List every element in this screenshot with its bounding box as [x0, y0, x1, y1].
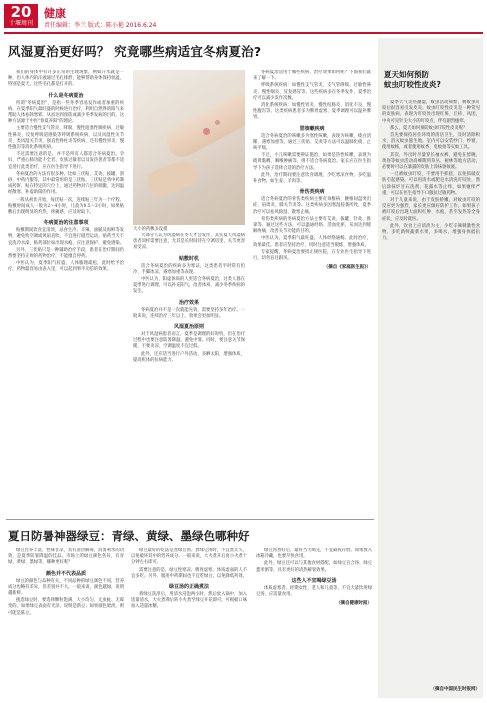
mosquito-bite-mark [203, 128, 210, 135]
paper-name: 十堰周刊 [8, 20, 33, 27]
paragraph: 冬病夏治适用于哪些疾病，治疗效果如何呢？下面我们就来了解一下。 [253, 70, 371, 82]
paragraph: 中医认为，夏季阳气最旺盛，人体经络通畅，此时治疗，效果最佳。患者应坚持治疗，同时注意适当锻炼，增强体质。 [253, 236, 371, 248]
article2-column-3 [256, 548, 372, 693]
article2-column-2 [131, 548, 247, 693]
sidebar-headline [384, 70, 479, 90]
subheading: 绿豆汤的正确煮法 [168, 584, 209, 591]
article1-column-3 [253, 70, 371, 515]
paragraph: 体质虚寒者、经期女性、老人和儿童等，不宜大量饮用绿豆汤，应适量食用。 [256, 585, 372, 598]
section-divider [6, 519, 374, 520]
paragraph: 主要适合慢性支气管炎、哮喘、慢性阻塞性肺疾病、过敏性鼻炎、反复呼吸道感染等呼吸系统疾病，以及风湿性关节炎、类风湿关节炎、强直性脊柱炎等疾病，还有慢性胃炎、慢性腹泻等消化系统疾病。 [8, 126, 124, 151]
source-byline: （摘自《家庭医生报》） [323, 265, 371, 271]
paragraph: 不过，小儿咳嗽需要辨证施治，如果是热性咳嗽，表现为痰黄黏稠、咽喉肿痛等，则不适合冬病夏治。家长应在医生指导下为孩子选择合适的治疗方法。 [253, 153, 371, 171]
paragraph: 需要注意的是，绿豆性寒凉，脾胃虚寒、体质虚弱的人不宜多吃。另外，服用中药期间也不宜吃绿豆，以免降低药效。 [131, 567, 247, 579]
paragraph: 绿豆最好的吃法是煮绿豆汤。煮绿豆汤时，不宜煮太久，以免破坏其中的营养成分。一般来说，大火煮开后再小火煮十分钟左右即可。 [131, 548, 247, 566]
paragraph: 绿豆汤煮好后，最好当天喝完，不宜隔夜存放。如果放入冰箱冷藏，也要尽快食用。 [256, 548, 372, 560]
paragraph: 此外，治疗期间要注意饮食调理，少吃寒凉食物，多吃温补食物，如生姜、羊肉等。 [253, 172, 371, 185]
article2-column-1 [8, 548, 124, 693]
paragraph: 大部分人认为风湿病在冬天才会发作，其实夏天风湿病患者同样需要注意，尤其是长时间待在空调房里，关节更容易受凉。 [133, 233, 245, 251]
subheading: 什么是冬病夏治 [48, 92, 84, 99]
paragraph: 对于儿童来说，由于皮肤娇嫩，对蚊虫叮咬的反应更为强烈，家长更应做好防护工作。如果孩子被叮咬后出现大面积红肿、水疱，甚至发热等全身症状，应及时就医。 [382, 198, 480, 222]
subheading: 骨伤类疾病 [299, 189, 325, 196]
hand-illustration [144, 158, 200, 198]
article1-column-1 [8, 70, 124, 515]
mosquito-bite-mark [215, 120, 220, 125]
subheading: 治疗效果 [178, 299, 199, 306]
editor-credits: 责任编辑：李兰 版式：陈小艳 2016.6.24 [44, 22, 157, 29]
paragraph: 贴敷期间饮食宜清淡，忌食生冷、辛辣、油腻及海鲜等发物，避免吹空调或风扇直吹，不宜进行剧烈运动。贴药当天不宜洗冷水澡，贴药部位如出现水疱，应注意保护，避免感染。 [8, 228, 124, 246]
paragraph: 冬病夏治的方法有很多种，比如三伏贴、艾灸、拔罐、刮痧、中药内服等，其中最常用的是三伏贴。三伏贴是将中药制成药饼，贴在特定的穴位上，通过药物对穴位的刺激，达到温经散寒、补虚助阳的作用。 [8, 171, 124, 196]
subheading: 冬病夏治的注意事项 [43, 220, 89, 227]
paragraph: 挑选绿豆时，要选择颗粒饱满、大小均匀、无虫蛀、无霉变的。如果绿豆表面有光泽，说明是新豆；如果颜色暗淡，则可能是陈豆。 [8, 598, 124, 616]
paragraph: 对于风湿病患者而言，夏季是调理的好时机，但在治疗过程中也要注意防暑降温，避免中暑。同时，要注意关节保暖，不要贪凉，空调温度不宜过低。 [133, 332, 245, 350]
paragraph: 夏季天气炎热潮湿，蚊虫活动频繁，被蚊虫叮咬后很容易引发皮炎。蚊虫叮咬性皮炎是一种常见的皮肤病，表现为叮咬处出现红斑、丘疹、风团，中央可见针尖大小的叮咬点，伴有剧烈瘙痒。 [382, 100, 480, 124]
page-number-badge [4, 4, 38, 28]
masthead [0, 0, 487, 34]
paragraph: 专家提醒，冬病夏治要找正规医院，在专业医生指导下进行，切勿盲目跟风。 [253, 249, 371, 262]
paragraph: 其次，外出时尽量穿长袖衣裤，避免在傍晚、黄昏等蚊虫活动高峰期到草丛、树林等地方活动。必要时可以在暴露的皮肤上涂抹驱蚊液。 [382, 152, 480, 171]
paragraph: 我们的身体中有许多正常的生理现象，例如汗水就是一种，但人体内的汗液通过毛孔排泄，能够帮助身体保持恒温，特别是夏天，这些毛孔都是打开的。 [8, 70, 124, 88]
paragraph: 不过需要注意的是，并不是所有人都适合冬病夏治。孕妇、严重心肺功能不全者、皮肤过敏者以及发热患者等都不适宜进行此类治疗，应在医生指导下进行。 [8, 152, 124, 170]
paragraph: 一旦被蚊虫叮咬，不要用手抓挠，以免抓破皮肤引起感染。可以用清水或肥皂水清洗叮咬处，然后涂抹炉甘石洗剂、花露水等止痒。如果瘙痒严重，可以在医生指导下口服抗过敏药物。 [382, 172, 480, 196]
paragraph: 骨伤类疾病的冬病夏治方法主要有艾灸、拔罐、针灸、推拿等。通过这些方法，可以温通经络、活血化瘀，从而达到缓解疼痛、改善关节功能的目的。 [253, 216, 371, 235]
article1-column-2 [133, 233, 245, 515]
paragraph: 另外，三伏贴只是一种辅助治疗手段，患者在治疗期间仍然要坚持正规的药物治疗，不能擅自停药。 [8, 247, 124, 260]
header-rule [4, 32, 483, 34]
article2-headline: 夏日防暑神器绿豆：青绿、黄绿、墨绿色哪种好 [8, 529, 250, 543]
paragraph: 冬病夏治并不是一次就能见效，需要坚持多年治疗。一般来说，连续治疗三年以上，效果会更加明显。 [133, 307, 245, 319]
paragraph: 中医认为，夏季阳气旺盛，人体腠理疏松，此时给予治疗，药物最容易由表入里，可以起到事半功倍的效果。 [8, 261, 124, 273]
paragraph: 中医认为，阳虚体质的人更适合冬病夏治，这类人群在夏季进行调理，可以补充阳气，改善体质，减少冬季疾病的发生。 [133, 277, 245, 295]
arm-illustration [161, 90, 245, 163]
paragraph: 适合冬病夏治的咳嗽多为寒性咳嗽，表现为咳嗽、痰白清稀、遇寒加重等，通过三伏贴、艾灸等方法可以温肺化痰、止咳平喘。 [253, 133, 371, 152]
paragraph: 首先要保持居住环境的清洁卫生，及时清除积水，消灭蚊虫滋生地。室内可以安装纱门、纱窗，使用蚊帐，或者使用蚊香、电蚊拍等灭蚊工具。 [382, 133, 480, 151]
paragraph: 消化系统疾病：如慢性胃炎、慢性结肠炎、消化不良、慢性腹泻等。这类疾病患者多为脾胃虚寒，夏季调理可以温补脾胃。 [253, 103, 371, 121]
paragraph: 将绿豆洗净后，用清水浸泡两小时，然后放入锅中，加入适量清水，大火煮沸后转小火煮至绿豆开花即可，可根据口味加入适量冰糖。 [131, 592, 247, 610]
sidebar-body [382, 100, 480, 680]
subheading: 冒咳嗽疾病 [299, 125, 325, 132]
paragraph: 那么，夏天如何预防蚊虫叮咬性皮炎呢？ [390, 125, 468, 131]
section-title: 健康 [44, 7, 66, 20]
paragraph: 此外，绿豆还可以与其他食材搭配，如绿豆百合汤、绿豆薏米粥等，具有更好的清热解暑效果。 [256, 561, 372, 573]
paragraph: 适合冬病夏治的疾病多为寒证，这类患者平时常有怕冷、手脚冰凉、遇寒加重等表现。 [133, 263, 245, 275]
subheading: 贴敷时机 [178, 255, 199, 262]
paragraph: 一般从初伏开始，每伏贴一次，连续贴三年为一个疗程。贴敷时间成人一般为2～4小时，儿童为0.5～2小时，如果贴敷后出现明显的灼热、疼痛感，应及时取下。 [8, 197, 124, 216]
paragraph: 所谓"冬病夏治"，是指一些冬季容易发作或者加重的疾病，在夏季阳气最旺盛的时候进行治疗，利用自然界的阳气来帮助人体祛除寒邪，从而达到预防或减少冬季发病的目的。这种方法源于中医"春夏养阳"的理论。 [8, 100, 124, 125]
subheading: 这些人不宜喝绿豆汤 [291, 577, 337, 584]
source-byline: （摘自健康时报） [336, 601, 372, 607]
photo-caption: 大小的药敷多没摸 [133, 227, 168, 232]
paragraph: 绿豆的颜色与品种有关，不同品种的绿豆颜色不同，营养成分也略有差异，但差别并不大。一般来说，颜色越绿，说明越新鲜。 [8, 578, 124, 597]
page-number: 20 [10, 3, 32, 21]
article-photo [133, 70, 245, 225]
paragraph: 此外，饮食上应清淡为主，少吃辛辣刺激性食物，多吃新鲜蔬菜水果，多喝水，增强身体抵抗力。 [382, 223, 480, 242]
sidebar-byline: （摘自中国民生时报网） [430, 687, 480, 692]
paragraph: 适合冬病夏治的骨伤类疾病主要有颈椎病、腰椎间盘突出症、肩周炎、膝关节炎等。这类疾病多因寒湿侵袭所致，夏季治疗可以祛风除湿、散寒止痛。 [253, 197, 371, 215]
subheading: 风湿夏治原则 [173, 324, 204, 331]
article1-headline: 风湿夏治更好吗？ 究竟哪些病适宜冬病夏治? [8, 44, 262, 59]
headline-text: 夏天如何预防 蚊虫叮咬性皮炎? [384, 70, 441, 89]
paragraph: 绿豆营养丰富，性味甘凉，具有清热解毒、消暑利水的功效，是夏季防暑降温的佳品。市场上的绿豆颜色各异，有青绿、黄绿、墨绿等，哪种更好呢？ [8, 548, 124, 566]
paragraph: 呼吸系统疾病：如慢性支气管炎、支气管哮喘、过敏性鼻炎、慢性咽炎、反复感冒等。这些疾病多在冬季发作，夏季治疗可以减少发作次数。 [253, 83, 371, 101]
subheading: 颜色并不代表品质 [45, 570, 86, 577]
paragraph: 此外，还应适当进行户外活动，多晒太阳，增强体质，提高机体的抗病能力。 [133, 351, 245, 363]
